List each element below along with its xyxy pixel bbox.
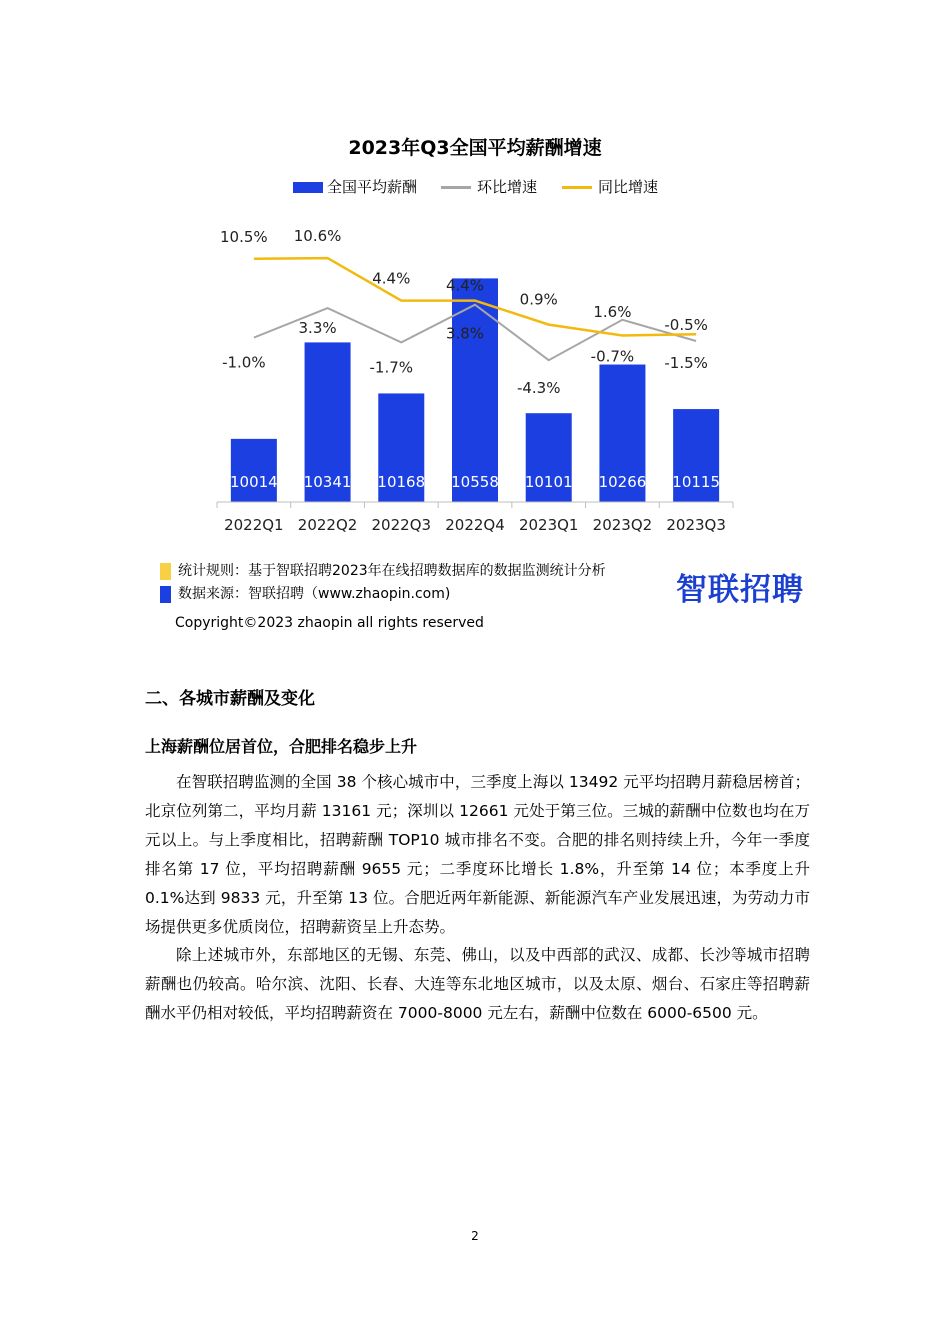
x-tick-label-2022Q2: 2022Q2	[297, 516, 358, 534]
note-source-text: 数据来源：智联招聘（www.zhaopin.com)	[178, 586, 451, 602]
paragraph-1: 在智联招聘监测的全国 38 个核心城市中，三季度上海以 13492 元平均招聘月薪稳居榜首；北京位列第二，平均月薪 13161 元；深圳以 12661 元处于第三位。三城的薪酬中位数也均在万元以上。与上季度相比，招聘薪酬 TOP10 城市排名不变。合肥的排名则持续上升，今年一季度排名第 17 位，平均招聘薪酬 9655 元；二季度环比增长 1.8%，升至第 14 位；本季度上升 0.1%达到 9833 元，升至第 13 位。合肥近两年新能源、新能源汽车产业发展迅速，为劳动力市场提供更多优质岗位，招聘薪资呈上升态势。	[145, 773, 810, 936]
chart-notes	[160, 560, 606, 606]
note-source-marker	[160, 586, 171, 603]
bar-2022Q1	[231, 439, 277, 502]
bar-value-label: 10101	[524, 473, 573, 491]
bar-value-label: 10266	[598, 473, 647, 491]
line-value-label: 10.6%	[293, 227, 342, 246]
copyright: Copyright©2023 zhaopin all rights reserved	[175, 615, 484, 631]
paragraph-2: 除上述城市外，东部地区的无锡、东莞、佛山，以及中西部的武汉、成都、长沙等城市招聘薪酬也仍较高。哈尔滨、沈阳、长春、大连等东北地区城市，以及太原、烟台、石家庄等招聘薪酬水平仍相对较低，平均招聘薪资在 7000-8000 元左右，薪酬中位数在 6000-6500 元。	[145, 946, 810, 1022]
line-value-label: -0.7%	[590, 347, 635, 366]
section-subtitle: 上海薪酬位居首位，合肥排名稳步上升	[145, 737, 418, 756]
x-tick-label-2022Q4: 2022Q4	[445, 516, 505, 534]
note-rule-text: 统计规则：基于智联招聘2023年在线招聘数据库的数据监测统计分析	[178, 563, 606, 579]
line-value-label: -4.3%	[516, 379, 561, 398]
x-tick-label-2023Q3: 2023Q3	[666, 516, 726, 534]
bar-value-label: 10341	[303, 473, 352, 491]
line-value-label: 4.4%	[445, 276, 485, 295]
bar-value-label: 10014	[229, 473, 278, 491]
x-tick-label-2023Q2: 2023Q2	[592, 516, 653, 534]
line-value-label: 1.6%	[593, 302, 632, 321]
bar-value-label: 10558	[451, 473, 499, 491]
line-value-label: 0.9%	[519, 290, 558, 309]
x-tick-label-2022Q3: 2022Q3	[371, 516, 432, 534]
line-value-label: -0.5%	[664, 316, 708, 335]
line-value-label: 10.5%	[220, 227, 268, 246]
legend-label: 全国平均薪酬	[327, 178, 418, 196]
page-number: 2	[471, 1229, 479, 1243]
x-tick-label-2023Q1: 2023Q1	[518, 516, 579, 534]
legend-label: 环比增速	[477, 178, 538, 196]
bar-value-label: 10168	[377, 473, 426, 491]
section-title: 二、各城市薪酬及变化	[145, 689, 315, 709]
x-tick-label-2022Q1: 2022Q1	[224, 516, 284, 534]
line-value-label: 3.3%	[298, 319, 337, 338]
note-source	[160, 583, 606, 606]
line-value-label: -1.7%	[369, 358, 414, 377]
line-value-label: -1.5%	[664, 354, 708, 373]
line-value-label: 4.4%	[372, 269, 411, 288]
line-value-label: 3.8%	[445, 324, 485, 343]
legend-label: 同比增速	[598, 178, 659, 196]
note-rule	[160, 560, 606, 583]
note-rule-marker	[160, 563, 171, 580]
bar-value-label: 10115	[672, 473, 721, 491]
salary-growth-chart	[0, 0, 950, 560]
chart-title: 2023年Q3全国平均薪酬增速	[348, 137, 602, 159]
line-value-label: -1.0%	[222, 353, 266, 372]
zhaopin-logo: 智联招聘	[676, 572, 804, 608]
